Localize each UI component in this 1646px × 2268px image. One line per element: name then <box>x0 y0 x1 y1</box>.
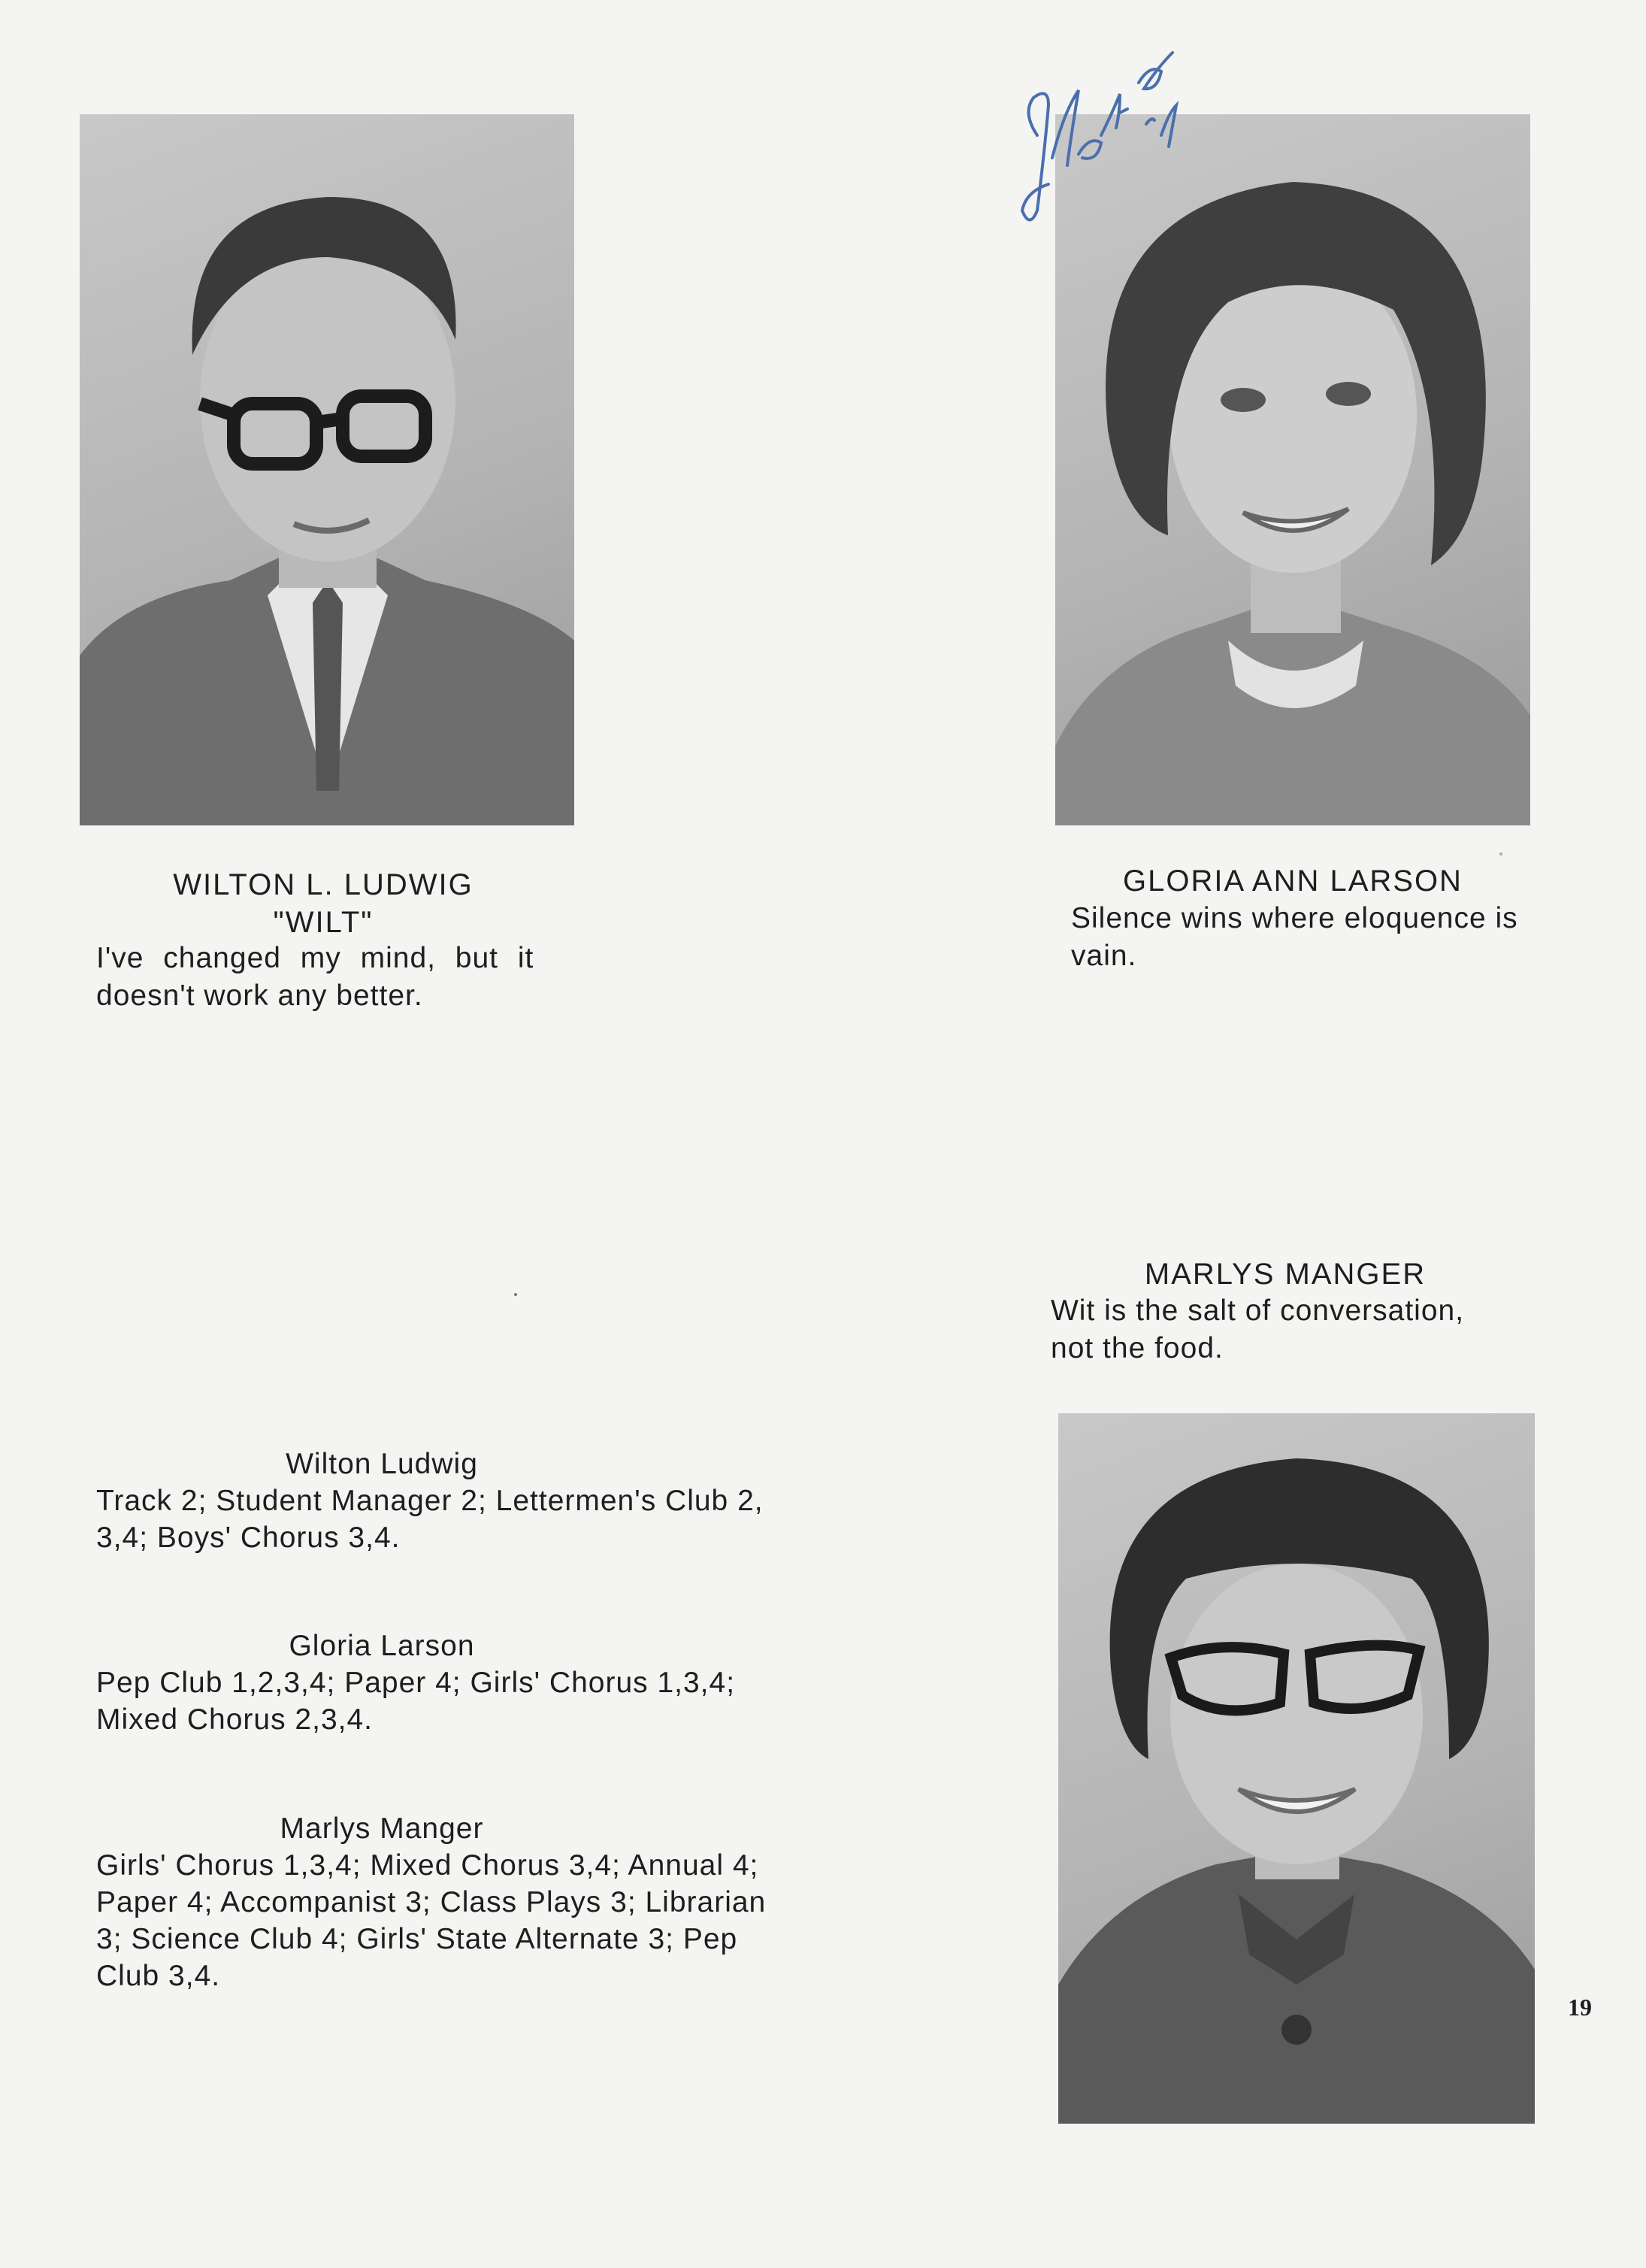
activities-block-wilton <box>96 1446 825 1556</box>
activities-line: Paper 4; Accompanist 3; Class Plays 3; Librarian <box>96 1886 767 1918</box>
student-nickname-wilton: "WILT" <box>273 906 374 939</box>
quote-line: not the food. <box>1051 1332 1224 1364</box>
activities-line: Girls' Chorus 1,3,4; Mixed Chorus 3,4; Annual 4; <box>96 1849 759 1882</box>
activities-line: 3,4; Boys' Chorus 3,4. <box>96 1522 401 1554</box>
quote-line: doesn't work any better. <box>96 980 423 1012</box>
paper-speck <box>1499 852 1502 855</box>
activities-block-gloria <box>96 1628 825 1738</box>
quote-line: I've changed my mind, but it <box>96 942 534 974</box>
activities-name: Marlys Manger <box>280 1812 484 1845</box>
quote-line: Silence wins where eloquence is <box>1071 902 1518 934</box>
activities-line: Club 3,4. <box>96 1960 221 1992</box>
activities-line: Pep Club 1,2,3,4; Paper 4; Girls' Chorus 1,3,4; <box>96 1667 736 1699</box>
portrait-photo-gloria <box>1055 114 1530 825</box>
activities-name: Wilton Ludwig <box>286 1448 478 1480</box>
student-name-wilton: WILTON L. LUDWIG <box>173 868 474 901</box>
student-name-marlys: MARLYS MANGER <box>1144 1258 1427 1291</box>
student-quote-gloria <box>1071 900 1552 975</box>
portrait-photo-wilton <box>80 114 574 825</box>
student-quote-marlys <box>1051 1292 1547 1367</box>
quote-line: Wit is the salt of conversation, <box>1051 1294 1465 1327</box>
portrait-image <box>1058 1413 1535 2124</box>
portrait-image <box>80 114 574 825</box>
page-number: 19 <box>1568 1994 1592 2021</box>
portrait-photo-marlys <box>1058 1413 1535 2124</box>
student-quote-wilton <box>96 940 592 1015</box>
quote-line: vain. <box>1071 940 1137 972</box>
student-name-gloria: GLORIA ANN LARSON <box>1123 865 1463 898</box>
activities-line: Track 2; Student Manager 2; Lettermen's Club 2, <box>96 1485 764 1517</box>
activities-name: Gloria Larson <box>289 1630 475 1662</box>
paper-speck <box>514 1293 517 1296</box>
portrait-image <box>1055 114 1530 825</box>
activities-block-marlys <box>96 1810 825 1994</box>
activities-line: Mixed Chorus 2,3,4. <box>96 1703 374 1736</box>
activities-line: 3; Science Club 4; Girls' State Alternate 3; Pep <box>96 1923 738 1955</box>
